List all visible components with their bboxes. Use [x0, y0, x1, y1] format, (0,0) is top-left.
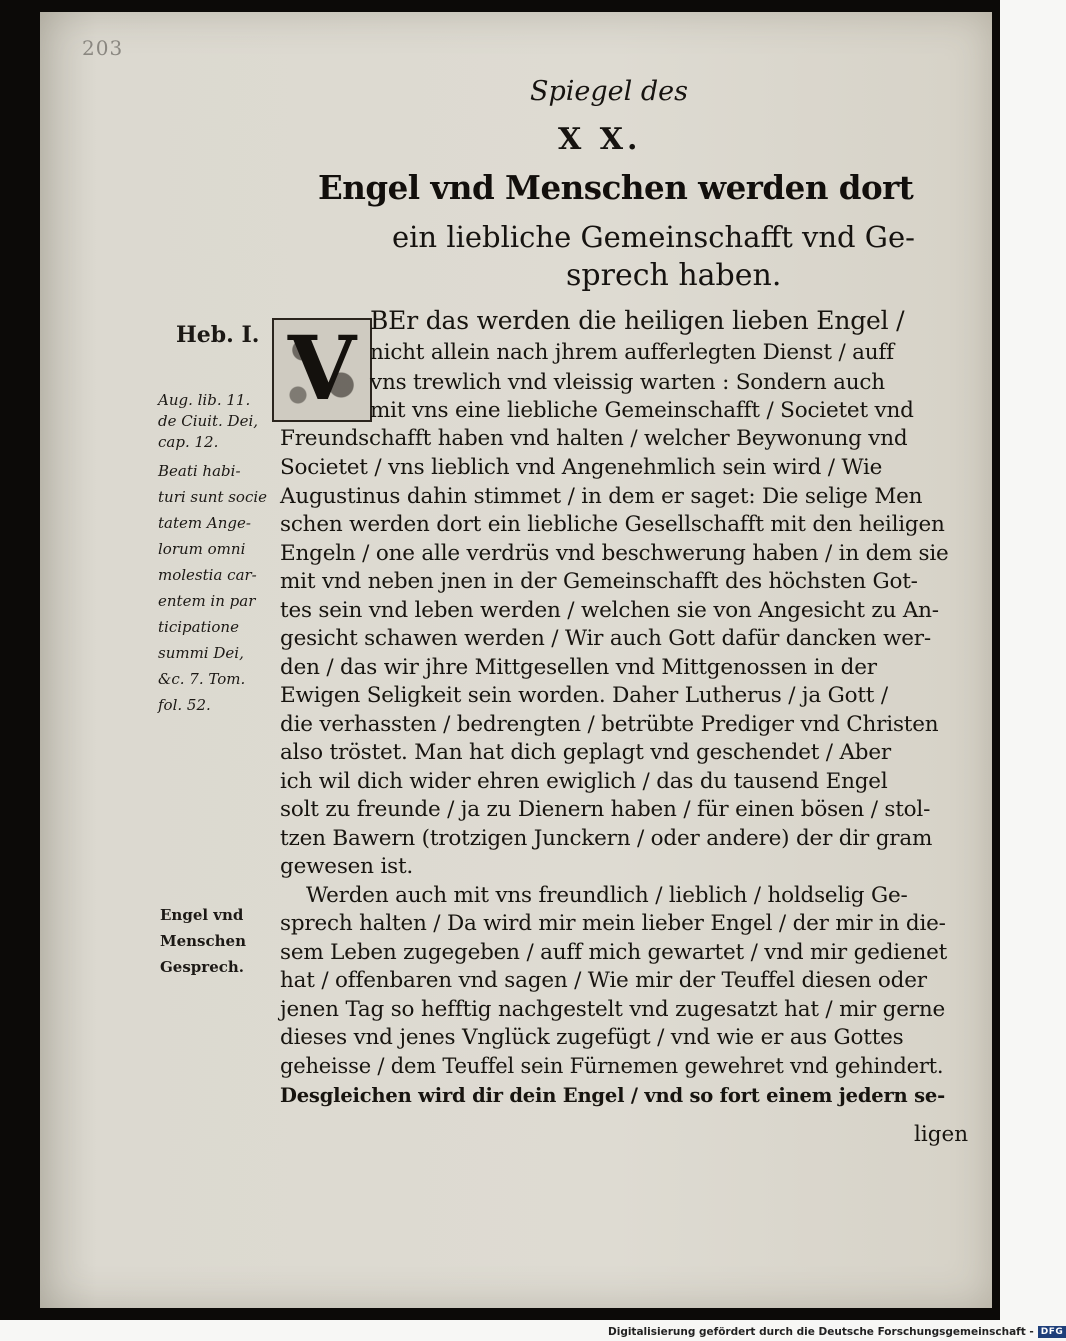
body-line: Freundschafft haben vnd halten / welcher Beywonung vnd [280, 426, 908, 451]
chapter-heading-line-2: ein liebliche Gemeinschafft vnd Ge- [392, 220, 915, 254]
body-line: solt zu freunde / ja zu Dienern haben / für einen bösen / stol- [280, 797, 931, 822]
section-number: X X. [558, 122, 642, 157]
marginal-line: summi Dei, [158, 644, 244, 662]
marginal-note-augustine [158, 390, 270, 453]
marginal-note-latin [158, 458, 270, 718]
marginal-note-engel [160, 902, 246, 980]
initial-letter: V [287, 316, 357, 420]
body-line: geheisse / dem Teuffel sein Fürnemen gewehret vnd gehindert. [280, 1054, 944, 1078]
catchword: ligen [914, 1122, 969, 1147]
body-line: Werden auch mit vns freundlich / lieblich / holdselig Ge- [306, 883, 908, 908]
body-line: nicht allein nach jhrem aufferlegten Dienst / auff [370, 340, 894, 365]
body-line: Augustinus dahin stimmet / in dem er saget: Die selige Men [280, 484, 923, 509]
body-line: schen werden dort ein liebliche Gesellschafft mit den heiligen [280, 512, 945, 537]
chapter-heading-line-3: sprech haben. [566, 258, 782, 293]
body-line: jenen Tag so hefftig nachgestelt vnd zugesatzt hat / mir gerne [280, 997, 945, 1022]
marginal-line: ticipatione [158, 618, 239, 636]
body-line: tes sein vnd leben werden / welchen sie von Angesicht zu An- [280, 598, 939, 623]
digitization-footer [608, 1323, 1066, 1341]
marginal-line: Aug. lib. 11. [158, 391, 251, 409]
marginal-line: Beati habi- [158, 462, 241, 480]
marginal-line: Gesprech. [160, 958, 244, 976]
body-line: BEr das werden die heiligen lieben Engel / [370, 306, 905, 335]
body-line: mit vnd neben jnen in der Gemeinschafft des höchsten Got- [280, 569, 918, 594]
marginal-line: lorum omni [158, 540, 246, 558]
body-line: vns trewlich vnd vleissig warten : Sondern auch [370, 370, 885, 395]
dfg-logo: DFG [1038, 1326, 1066, 1338]
body-line: mit vns eine liebliche Gemeinschafft / Societet vnd [370, 398, 914, 423]
marginal-line: molestia car- [158, 566, 257, 584]
chapter-heading-line-1: Engel vnd Menschen werden dort [318, 168, 914, 207]
marginal-line: entem in par [158, 592, 256, 610]
marginal-line: cap. 12. [158, 433, 219, 451]
body-line: ich wil dich wider ehren ewiglich / das du tausend Engel [280, 769, 888, 794]
body-line: die verhassten / bedrengten / betrübte Prediger vnd Christen [280, 712, 939, 737]
body-line: Societet / vns lieblich vnd Angenehmlich sein wird / Wie [280, 455, 883, 480]
body-line: Ewigen Seligkeit sein worden. Daher Lutherus / ja Gott / [280, 683, 888, 708]
marginal-note-heb: Heb. I. [176, 322, 260, 348]
body-line: sem Leben zugegeben / auff mich gewartet / vnd mir gedienet [280, 940, 948, 965]
marginal-line: tatem Ange- [158, 514, 251, 532]
body-line: gesicht schawen werden / Wir auch Gott dafür dancken wer- [280, 626, 931, 651]
running-head: Spiegel des [530, 76, 688, 107]
marginal-line: Engel vnd [160, 906, 244, 924]
body-line: den / das wir jhre Mittgesellen vnd Mittgenossen in der [280, 655, 877, 680]
body-line: tzen Bawern (trotzigen Junckern / oder andere) der dir gram [280, 826, 933, 851]
body-line: also tröstet. Man hat dich geplagt vnd geschendet / Aber [280, 740, 891, 765]
body-line: Engeln / one alle verdrüs vnd beschwerung haben / in dem sie [280, 541, 949, 566]
marginal-line: turi sunt socie [158, 488, 268, 506]
body-line: sprech halten / Da wird mir mein lieber Engel / der mir in die- [280, 911, 946, 936]
decorated-initial [272, 318, 372, 422]
marginal-line: &c. 7. Tom. [158, 670, 246, 688]
marginal-line: Menschen [160, 932, 246, 950]
footer-text: Digitalisierung gefördert durch die Deutsche Forschungsgemeinschaft - [608, 1326, 1034, 1338]
body-line: dieses vnd jenes Vnglück zugefügt / vnd wie er aus Gottes [280, 1025, 904, 1050]
marginal-line: de Ciuit. Dei, [158, 412, 259, 430]
body-line: hat / offenbaren vnd sagen / Wie mir der Teuffel diesen oder [280, 968, 927, 993]
body-line: gewesen ist. [280, 854, 414, 879]
body-line: Desgleichen wird dir dein Engel / vnd so fort einem jedern se- [280, 1084, 945, 1107]
marginal-line: fol. 52. [158, 696, 211, 714]
faint-page-number: 203 [82, 36, 124, 60]
